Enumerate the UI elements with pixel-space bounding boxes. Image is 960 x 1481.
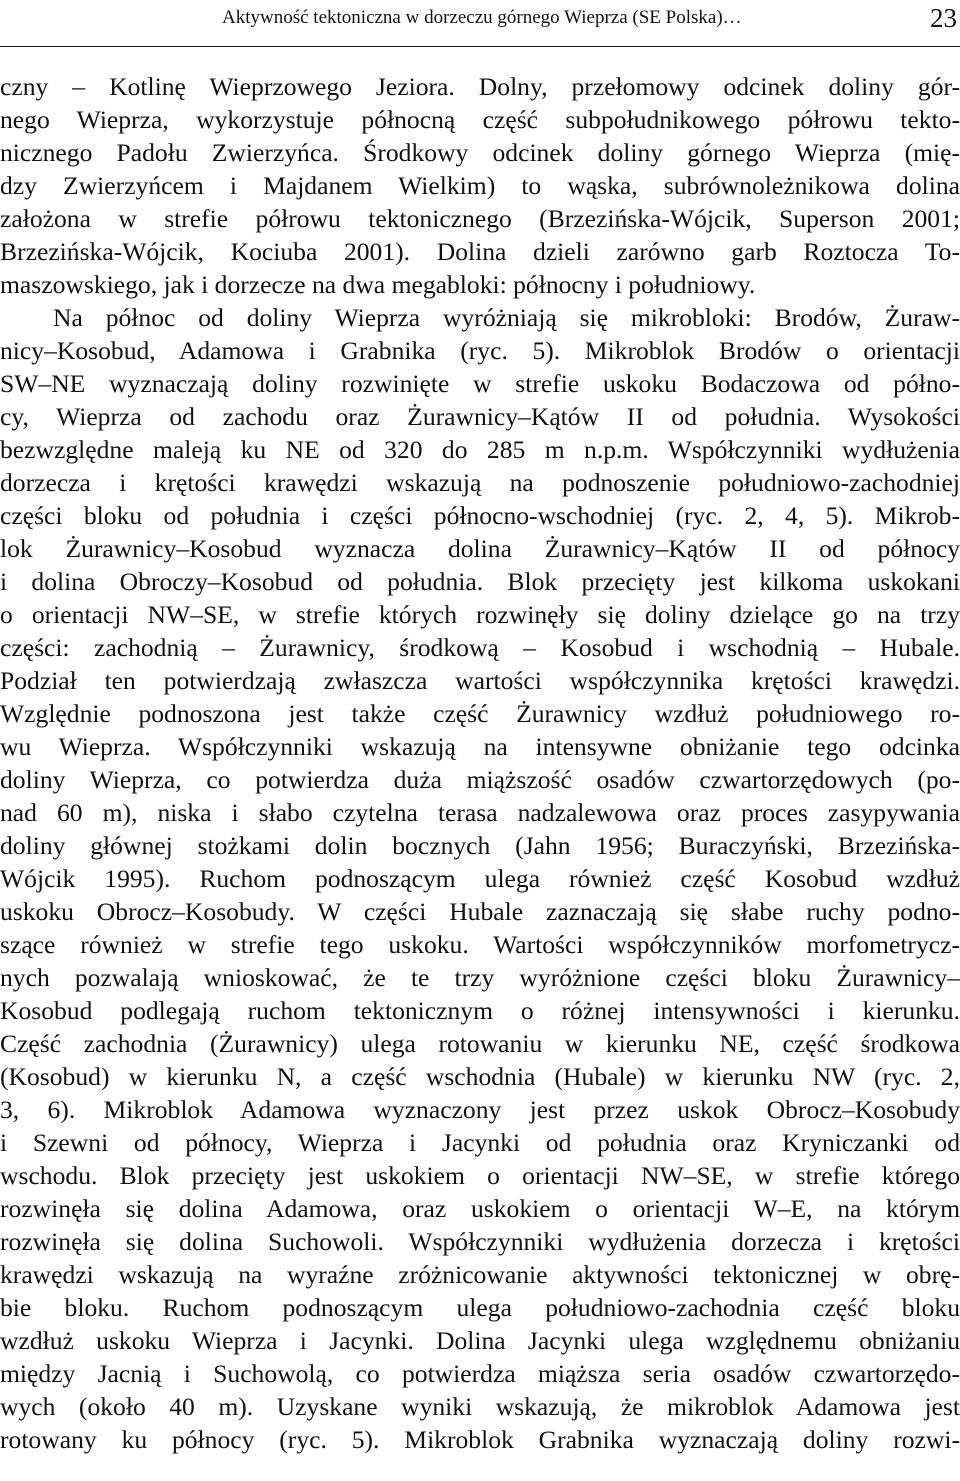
text-line: doliny Wieprza, co potwierdza duża miąższość osadów czwartorzędowych (po- — [0, 765, 960, 794]
text-line: Podział ten potwierdzają zwłaszcza wartości współczynnika krętości krawędzi. — [0, 666, 960, 695]
text-line: Kosobud podlegają ruchom tektonicznym o różnej intensywności i kierunku. — [0, 996, 960, 1025]
text-line: krawędzi wskazują na wyraźne zróżnicowanie aktywności tektonicznej w obrę- — [0, 1260, 960, 1289]
text-line: nicy–Kosobud, Adamowa i Grabnika (ryc. 5). Mikroblok Brodów o orientacji — [0, 336, 960, 365]
text-line: rozwinęła się dolina Adamowa, oraz uskokiem o orientacji W–E, na którym — [0, 1194, 960, 1223]
page-number: 23 — [930, 3, 957, 33]
text-line: założona w strefie półrowu tektonicznego (Brzezińska-Wójcik, Superson 2001; — [0, 204, 960, 233]
header-rule — [0, 46, 960, 47]
text-line: nicznego Padołu Zwierzyńca. Środkowy odcinek doliny górnego Wieprza (mię- — [0, 138, 960, 167]
text-line: części: zachodnią – Żurawnicy, środkową – Kosobud i wschodnią – Hubale. — [0, 633, 960, 662]
text-line: Wójcik 1995). Ruchom podnoszącym ulega również część Kosobud wzdłuż — [0, 864, 960, 893]
running-title: Aktywność tektoniczna w dorzeczu górnego Wieprza (SE Polska)… — [222, 7, 742, 28]
text-line: 3, 6). Mikroblok Adamowa wyznaczony jest przez uskok Obrocz–Kosobudy — [0, 1095, 960, 1124]
text-line: części bloku od południa i części północno-wschodniej (ryc. 2, 4, 5). Mikrob- — [0, 501, 960, 530]
text-line: (Kosobud) w kierunku N, a część wschodnia (Hubale) w kierunku NW (ryc. 2, — [0, 1062, 960, 1091]
text-line: między Jacnią i Suchowolą, co potwierdza miąższa seria osadów czwartorzędo- — [0, 1359, 960, 1388]
text-line: rozwinęła się dolina Suchowoli. Współczynniki wydłużenia dorzecza i krętości — [0, 1227, 960, 1256]
text-line: maszowskiego, jak i dorzecze na dwa megabloki: północny i południowy. — [0, 270, 756, 299]
text-line: wschodu. Blok przecięty jest uskokiem o orientacji NW–SE, w strefie którego — [0, 1161, 960, 1190]
text-line: doliny głównej stożkami dolin bocznych (Jahn 1956; Buraczyński, Brzezińska- — [0, 831, 960, 860]
text-line: dzy Zwierzyńcem i Majdanem Wielkim) to wąska, subrównoleżnikowa dolina — [0, 171, 960, 200]
text-line: szące również w strefie tego uskoku. Wartości współczynników morfometrycz- — [0, 930, 960, 959]
text-line: bezwzględne maleją ku NE od 320 do 285 m n.p.m. Współczynniki wydłużenia — [0, 435, 960, 464]
running-header — [0, 3, 960, 33]
text-line: lok Żurawnicy–Kosobud wyznacza dolina Żurawnicy–Kątów II od północy — [0, 534, 960, 563]
text-line: wych (około 40 m). Uzyskane wyniki wskazują, że mikroblok Adamowa jest — [0, 1392, 960, 1421]
text-line: wu Wieprza. Współczynniki wskazują na intensywne obniżanie tego odcinka — [0, 732, 960, 761]
text-line: rotowany ku północy (ryc. 5). Mikroblok Grabnika wyznaczają doliny rozwi- — [0, 1425, 960, 1454]
text-line: nad 60 m), niska i słabo czytelna terasa nadzalewowa oraz proces zasypywania — [0, 798, 960, 827]
text-line: czny – Kotlinę Wieprzowego Jeziora. Dolny, przełomowy odcinek doliny gór- — [0, 72, 960, 101]
text-line: dorzecza i krętości krawędzi wskazują na podnoszenie południowo-zachodniej — [0, 468, 960, 497]
body-text — [0, 70, 960, 1456]
text-line: bie bloku. Ruchom podnoszącym ulega południowo-zachodnia część bloku — [0, 1293, 960, 1322]
text-line: cy, Wieprza od zachodu oraz Żurawnicy–Kątów II od południa. Wysokości — [0, 402, 960, 431]
text-line: i dolina Obroczy–Kosobud od południa. Blok przecięty jest kilkoma uskokani — [0, 567, 960, 596]
text-line: uskoku Obrocz–Kosobudy. W części Hubale zaznaczają się słabe ruchy podno- — [0, 897, 960, 926]
text-line: Względnie podnoszona jest także część Żurawnicy wzdłuż południowego ro- — [0, 699, 960, 728]
text-line: Część zachodnia (Żurawnicy) ulega rotowaniu w kierunku NE, część środkowa — [0, 1029, 960, 1058]
text-line: wzdłuż uskoku Wieprza i Jacynki. Dolina Jacynki ulega względnemu obniżaniu — [0, 1326, 960, 1355]
text-line: o orientacji NW–SE, w strefie których rozwinęły się doliny dzielące go na trzy — [0, 600, 960, 629]
text-line: nych pozwalają wnioskować, że te trzy wyróżnione części bloku Żurawnicy– — [0, 963, 960, 992]
text-line: i Szewni od północy, Wieprza i Jacynki od południa oraz Kryniczanki od — [0, 1128, 960, 1157]
text-line: Brzezińska-Wójcik, Kociuba 2001). Dolina dzieli zarówno garb Roztocza To- — [0, 237, 960, 266]
text-line: nego Wieprza, wykorzystuje północną część subpołudnikowego półrowu tekto- — [0, 105, 960, 134]
paragraph-first-line: Na północ od doliny Wieprza wyróżniają się mikrobloki: Brodów, Żuraw- — [53, 303, 960, 332]
text-line: SW–NE wyznaczają doliny rozwinięte w strefie uskoku Bodaczowa od półno- — [0, 369, 960, 398]
